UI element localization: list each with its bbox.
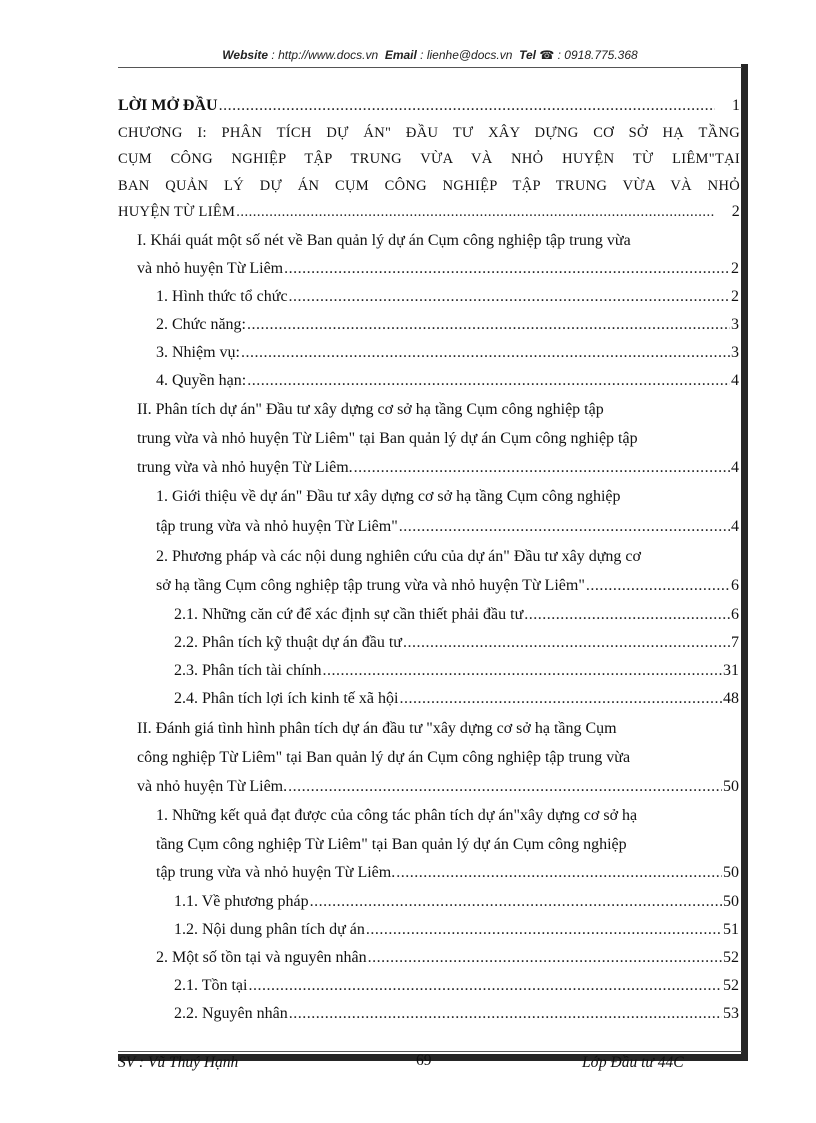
- toc-s2-2-3[interactable]: [174, 658, 739, 684]
- toc-label: 2.3. Phân tích tài chính: [174, 662, 322, 679]
- toc-page: 50: [723, 893, 739, 910]
- toc-s1-line1[interactable]: I. Khái quát một số nét về Ban quản lý dự án Cụm công nghiệp tập trung vừa: [137, 232, 631, 249]
- toc-chapter1-line1[interactable]: CHƯƠNG I: PHÂN TÍCH DỰ ÁN" ĐẦU TƯ XÂY DỰNG CƠ SỞ HẠ TẦNG: [118, 125, 740, 141]
- leader-dots: [524, 602, 730, 628]
- leader-dots: [248, 973, 722, 999]
- leader-dots: [289, 1001, 722, 1027]
- toc-s1-2[interactable]: [156, 312, 739, 338]
- toc-page: 52: [723, 949, 739, 966]
- toc-s2-1-line1[interactable]: 1. Giới thiệu về dự án" Đầu tư xây dựng cơ sở hạ tầng Cụm công nghiệp: [156, 488, 621, 505]
- toc-chapter1-line4[interactable]: [118, 199, 740, 225]
- footer-class: Lớp Đầu tư 44C: [582, 1054, 684, 1071]
- leader-dots: [586, 573, 730, 599]
- toc-s2-line3[interactable]: [137, 455, 739, 481]
- leader-dots: [396, 860, 722, 886]
- website-label: Website: [222, 48, 269, 62]
- tel-value: : 0918.775.368: [557, 48, 638, 62]
- toc-s2-2-1[interactable]: [174, 602, 739, 628]
- tel-label: Tel: [519, 48, 536, 62]
- toc-page: 4: [731, 518, 739, 535]
- toc-label: 2.1. Những căn cứ để xác định sự cần thiết phải đầu tư: [174, 606, 524, 623]
- toc-page: 50: [723, 778, 739, 795]
- toc-label: 1. Hình thức tổ chức: [156, 288, 288, 305]
- toc-chapter1-line3[interactable]: BAN QUẢN LÝ DỰ ÁN CỤM CÔNG NGHIỆP TẬP TRUNG VỪA VÀ NHỎ: [118, 178, 740, 194]
- toc-s3-line1[interactable]: II. Đánh giá tình hình phân tích dự án đầu tư "xây dựng cơ sở hạ tầng Cụm: [137, 720, 617, 737]
- toc-s3-line3[interactable]: [137, 774, 739, 800]
- toc-label: LỜI MỞ ĐẦU: [118, 97, 218, 114]
- toc-page: 6: [731, 577, 739, 594]
- toc-label: 2.4. Phân tích lợi ích kinh tế xã hội: [174, 690, 399, 707]
- toc-s2-2-2[interactable]: [174, 630, 739, 656]
- toc-s2-2-line2[interactable]: [156, 573, 739, 599]
- leader-dots: [323, 658, 722, 684]
- toc-page: 3: [731, 316, 739, 333]
- toc-page: 2: [731, 288, 739, 305]
- leader-dots: [403, 630, 730, 656]
- toc-label: HUYỆN TỪ LIÊM: [118, 204, 236, 220]
- toc-page: 7: [731, 634, 739, 651]
- leader-dots: [366, 917, 722, 943]
- leader-dots: [310, 889, 722, 915]
- toc-label: 1.1. Về phương pháp: [174, 893, 309, 910]
- toc-s2-1-line2[interactable]: [156, 514, 739, 540]
- toc-page: 51: [723, 921, 739, 938]
- toc-s3-1-2[interactable]: [174, 917, 739, 943]
- toc-label: 1.2. Nội dung phân tích dự án: [174, 921, 365, 938]
- toc-page: 53: [723, 1005, 739, 1022]
- toc-s3-2-1[interactable]: [174, 973, 739, 999]
- toc-s1-3[interactable]: [156, 340, 739, 366]
- leader-dots: [284, 256, 730, 282]
- leader-dots: [368, 945, 722, 971]
- toc-page: 2: [731, 260, 739, 277]
- toc-s3-1-line1[interactable]: 1. Những kết quả đạt được của công tác phân tích dự án"xây dựng cơ sở hạ: [156, 807, 638, 824]
- toc-page: 1: [732, 97, 740, 114]
- leader-dots: [288, 774, 722, 800]
- toc-s1-line2[interactable]: [137, 256, 739, 282]
- toc-s2-2-4[interactable]: [174, 686, 739, 712]
- toc-page: 6: [731, 606, 739, 623]
- toc-s2-line1[interactable]: II. Phân tích dự án" Đầu tư xây dựng cơ sở hạ tầng Cụm công nghiệp tập: [137, 401, 604, 418]
- leader-dots: [289, 284, 730, 310]
- toc-s1-1[interactable]: [156, 284, 739, 310]
- leader-dots: [399, 686, 722, 712]
- toc-page: 4: [731, 459, 739, 476]
- toc-s3-line2[interactable]: công nghiệp Từ Liêm" tại Ban quản lý dự án Cụm công nghiệp tập trung vừa: [137, 749, 631, 766]
- toc-s3-2-2[interactable]: [174, 1001, 739, 1027]
- leader-dots: [236, 199, 715, 225]
- toc-s3-2[interactable]: [156, 945, 739, 971]
- toc-s3-1-line2[interactable]: tầng Cụm công nghiệp Từ Liêm" tại Ban quản lý dự án Cụm công nghiệp: [156, 836, 627, 853]
- toc-label: 2. Chức năng:: [156, 316, 246, 333]
- toc-label: tập trung vừa và nhỏ huyện Từ Liêm.: [156, 864, 396, 881]
- phone-icon: ☎: [539, 48, 555, 62]
- toc-page: 50: [723, 864, 739, 881]
- toc-label: và nhỏ huyện Từ Liêm.: [137, 778, 288, 795]
- toc-s2-2-line1[interactable]: 2. Phương pháp và các nội dung nghiên cứu của dự án" Đầu tư xây dựng cơ: [156, 548, 641, 565]
- footer-student: SV : Vũ Thuý Hạnh: [118, 1054, 239, 1071]
- leader-dots: [247, 368, 730, 394]
- toc-label: 2.1. Tồn tại: [174, 977, 248, 994]
- leader-dots: [354, 455, 730, 481]
- toc-entry-intro[interactable]: [118, 93, 740, 119]
- toc-label: và nhỏ huyện Từ Liêm: [137, 260, 284, 277]
- toc-label: 2.2. Phân tích kỹ thuật dự án đầu tư: [174, 634, 402, 651]
- leader-dots: [241, 340, 730, 366]
- email-value[interactable]: : lienhe@docs.vn: [420, 48, 513, 62]
- toc-label: 3. Nhiệm vụ:: [156, 344, 240, 361]
- leader-dots: [219, 93, 715, 119]
- leader-dots: [399, 514, 730, 540]
- toc-label: 4. Quyền hạn:: [156, 372, 247, 389]
- toc-page: 31: [723, 662, 739, 679]
- toc-page: 3: [731, 344, 739, 361]
- footer-page-number: 69: [416, 1052, 432, 1069]
- toc-s1-4[interactable]: [156, 368, 739, 394]
- toc-label: 2. Một số tồn tại và nguyên nhân: [156, 949, 367, 966]
- website-value[interactable]: : http://www.docs.vn: [271, 48, 379, 62]
- toc-label: trung vừa và nhỏ huyện Từ Liêm.: [137, 459, 353, 476]
- toc-chapter1-line2[interactable]: CỤM CÔNG NGHIỆP TẬP TRUNG VỪA VÀ NHỎ HUYỆN TỪ LIÊM"TẠI: [118, 151, 740, 167]
- toc-s2-line2[interactable]: trung vừa và nhỏ huyện Từ Liêm" tại Ban quản lý dự án Cụm công nghiệp tập: [137, 430, 638, 447]
- toc-s3-1-1[interactable]: [174, 889, 739, 915]
- leader-dots: [247, 312, 730, 338]
- toc-page: 2: [731, 203, 740, 220]
- toc-label: 2.2. Nguyên nhân: [174, 1005, 288, 1022]
- toc-label: sở hạ tầng Cụm công nghiệp tập trung vừa và nhỏ huyện Từ Liêm": [156, 577, 585, 594]
- toc-label: tập trung vừa và nhỏ huyện Từ Liêm": [156, 518, 398, 535]
- toc-page: 48: [723, 690, 739, 707]
- toc-page: 4: [731, 372, 739, 389]
- email-label: Email: [384, 48, 417, 62]
- toc-s3-1-line3[interactable]: [156, 860, 739, 886]
- toc-page: 52: [723, 977, 739, 994]
